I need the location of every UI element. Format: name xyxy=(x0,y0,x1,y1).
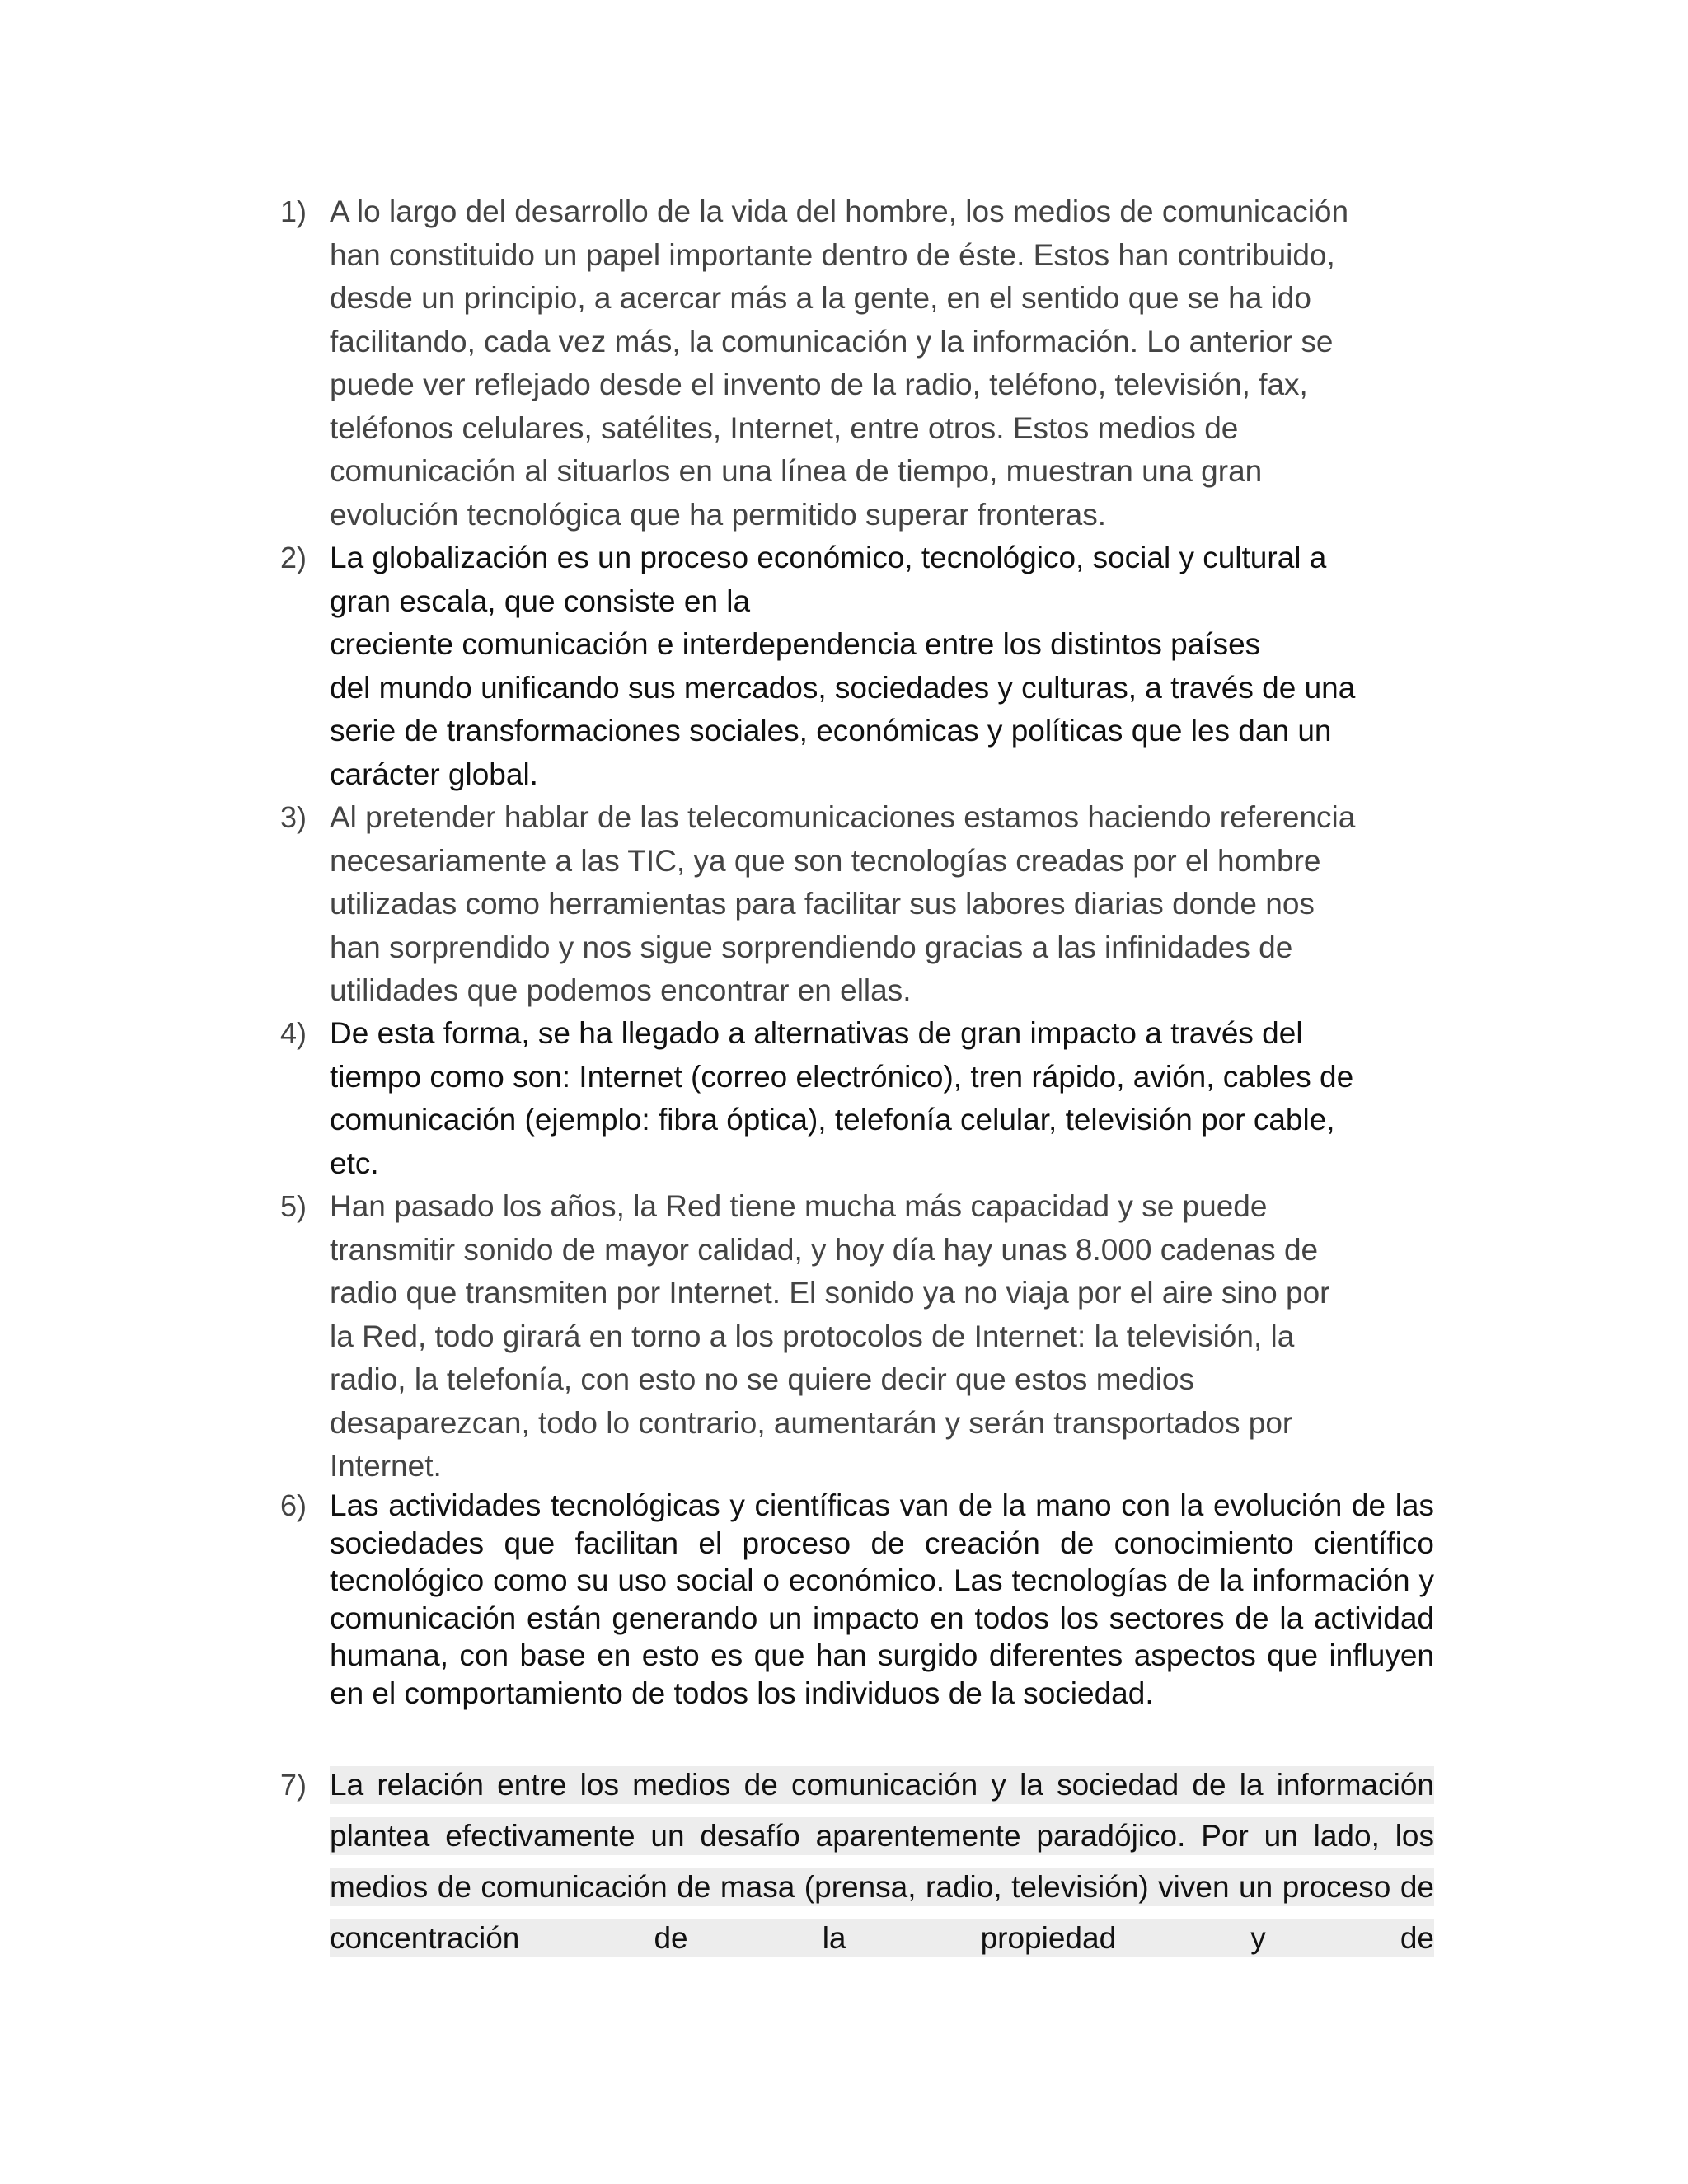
list-item-text: La relación entre los medios de comunicación y la sociedad de la información plantea efectivamente un desafío aparentemente paradójico. Por un lado, los medios de comunicación de masa (prensa, radio, televisión) viven un proceso de concentración de la propiedad y de xyxy=(330,1768,1434,1955)
list-item-text: De esta forma, se ha llegado a alternativas de gran impacto a través del tiempo como son: Internet (correo electrónico), tren rápido, avión, cables de comunicación (ejemplo: fibra óptica), telefonía celular, televisión por cable, etc. xyxy=(330,1016,1354,1180)
list-item-text: Han pasado los años, la Red tiene mucha más capacidad y se puede transmitir sonido de mayor calidad, y hoy día hay unas 8.000 cadenas de radio que transmiten por Internet. El sonido ya no viaja por el aire sino por la Red, todo girará en torno a los protocolos de Internet: la televisión, la radio, la telefonía, con esto no se quiere decir que estos medios desaparezcan, todo lo contrario, aumentarán y serán transportados por Internet. xyxy=(330,1189,1330,1483)
list-item-text: Las actividades tecnológicas y científicas van de la mano con la evolución de las sociedades que facilitan el proceso de creación de conocimiento científico tecnológico como su uso social o económico. Las tecnologías de la información y comunicación están generando un impacto en todos los sectores de la actividad humana, con base en esto es que han surgido diferentes aspectos que influyen en el comportamiento de todos los individuos de la sociedad. xyxy=(330,1488,1434,1710)
list-number: 4) xyxy=(280,1016,307,1050)
list-number: 7) xyxy=(280,1768,307,1802)
list-item-text: La globalización es un proceso económico, tecnológico, social y cultural a gran escala, que consiste en la creciente comunicación e interdependencia entre los distintos países del mundo unificando sus mercados, sociedades y culturas, a través de una serie de transformaciones sociales, económicas y políticas que les dan un carácter global. xyxy=(330,541,1356,791)
list-number: 2) xyxy=(280,541,307,574)
list-number: 3) xyxy=(280,800,307,834)
list-number: 5) xyxy=(280,1189,307,1223)
list-number: 6) xyxy=(280,1488,307,1522)
list-item-text: A lo largo del desarrollo de la vida del hombre, los medios de comunicación han constituido un papel importante dentro de éste. Estos han contribuido, desde un principio, a acercar más a la gente, en el sentido que se ha ido facilitando, cada vez más, la comunicación y la información. Lo anterior se puede ver reflejado desde el invento de la radio, teléfono, televisión, fax, teléfonos celulares, satélites, Internet, entre otros. Estos medios de comunicación al situarlos en una línea de tiempo, muestran una gran evolución tecnológica que ha permitido superar fronteras. xyxy=(330,194,1349,532)
list-item-text: Al pretender hablar de las telecomunicaciones estamos haciendo referencia necesariamente a las TIC, ya que son tecnologías creadas por el hombre utilizadas como herramientas para facilitar sus labores diarias donde nos han sorprendido y nos sigue sorprendiendo gracias a las infinidades de utilidades que podemos encontrar en ellas. xyxy=(330,800,1356,1007)
list-number: 1) xyxy=(280,194,307,228)
